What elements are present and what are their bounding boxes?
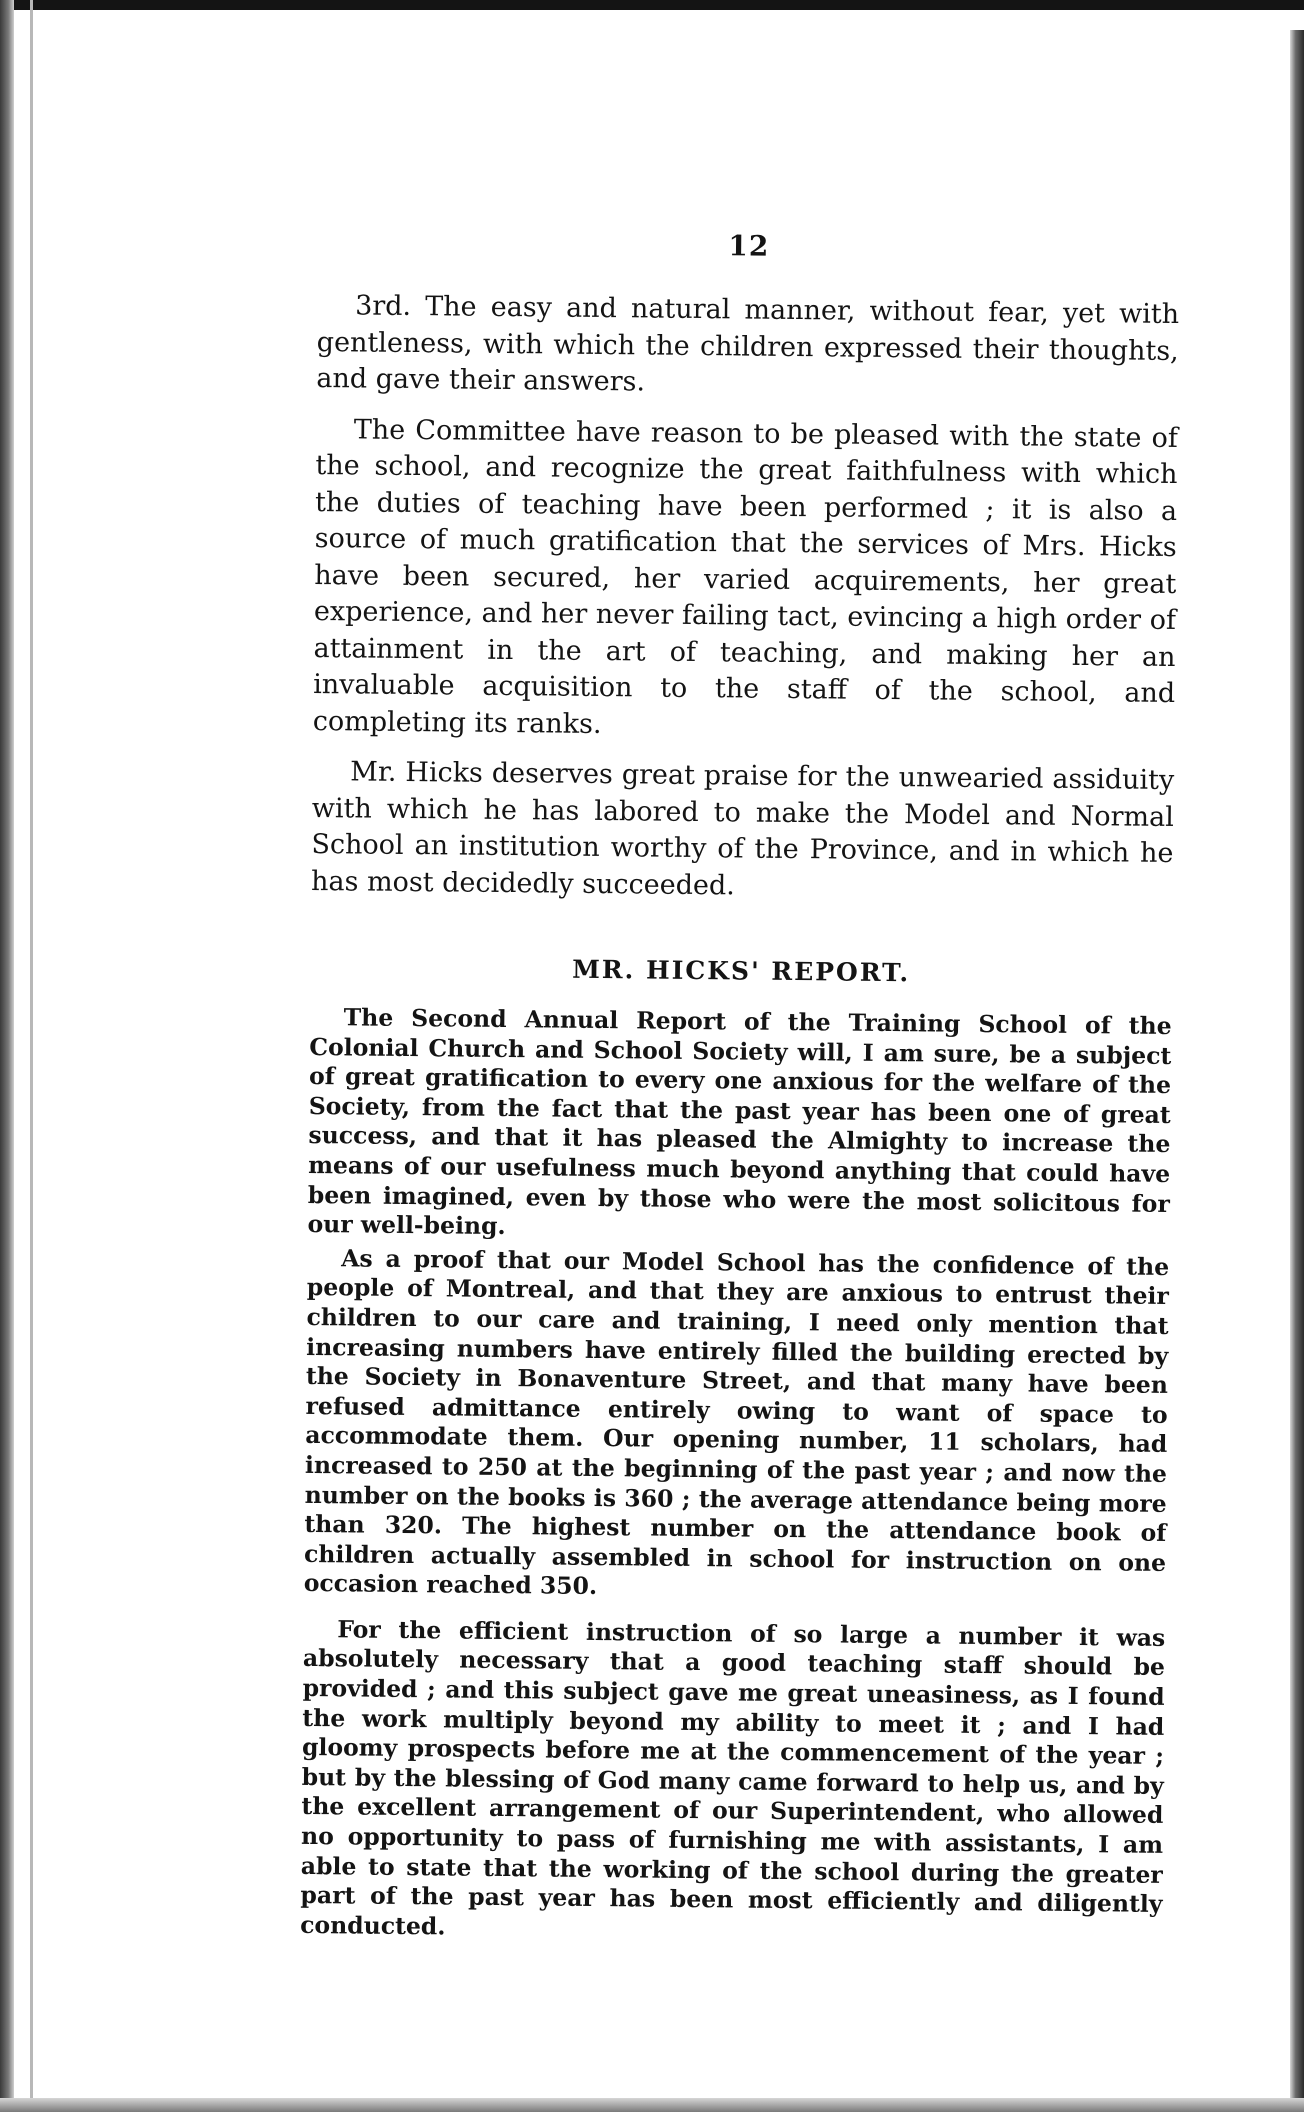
scan-bottom-edge	[0, 2098, 1304, 2112]
report-paragraph-1: The Second Annual Report of the Training School of the Colonial Church and School Society will, I am sure, be a subject of great gratification to every one anxious for the welfare of the Society, from the fact that the past year has been one of great success, and that it has pleased the Almighty to increase the means of our usefulness much beyond anything that could have been imagined, even by those who were the most solicitous for our well-being.	[307, 1003, 1172, 1241]
committee-paragraph-2: The Committee have reason to be pleased with the state of the school, and recognize the great faithfulness with which the duties of teaching have been performed ; it is also a source of much gratification that the services of Mrs. Hicks have been secured, her varied acquirements, her great experience, and her never failing tact, evincing a high order of attainment in the art of teaching, and making her an invaluable acquisition to the staff of the school, and completing its ranks.	[312, 413, 1178, 740]
scan-left-margin-line	[30, 0, 33, 2112]
committee-paragraph-3: Mr. Hicks deserves great praise for the unwearied assiduity with which he has labored to make the Model and Normal School an institution worthy of the Province, and in which he has most decidedly succeeded.	[310, 756, 1175, 901]
report-paragraph-2: As a proof that our Model School has the confidence of the people of Montreal, and that they are anxious to entrust their children to our care and training, I need only mention that increasing numbers have entirely filled the building erected by the Society in Bonaventure Street, and that many have been refused admittance entirely owing to want of space to accommodate them. Our opening number, 11 scholars, had increased to 250 at the beginning of the past year ; and now the number on the books is 360 ; the average attendance being more than 320. The highest number on the attendance book of children actually assembled in school for instruction on one occasion reached 350.	[303, 1244, 1170, 1601]
scan-top-edge	[0, 0, 1304, 10]
report-paragraph-3: For the efficient instruction of so large a number it was absolutely necessary that a good teaching staff should be provided ; and this subject gave me great uneasiness, as I found the work multiply beyond my ability to meet it ; and I had gloomy prospects before me at the commencement of the year ; but by the blessing of God many came forward to help us, and by the excellent arrangement of our Superintendent, who allowed no opportunity to pass of furnishing me with assistants, I am able to state that the working of the school during the greater part of the past year has been most efficiently and diligently conducted.	[300, 1615, 1166, 1941]
report-heading: MR. HICKS' REPORT.	[572, 954, 911, 988]
scan-right-edge	[1290, 30, 1304, 2112]
scan-left-edge	[0, 0, 14, 2112]
document-page	[300, 225, 1180, 1953]
page-number: 12	[728, 229, 770, 263]
committee-paragraph-1: 3rd. The easy and natural manner, without fear, yet with gentleness, with which the children expressed their thoughts, and gave their answers.	[316, 290, 1180, 398]
